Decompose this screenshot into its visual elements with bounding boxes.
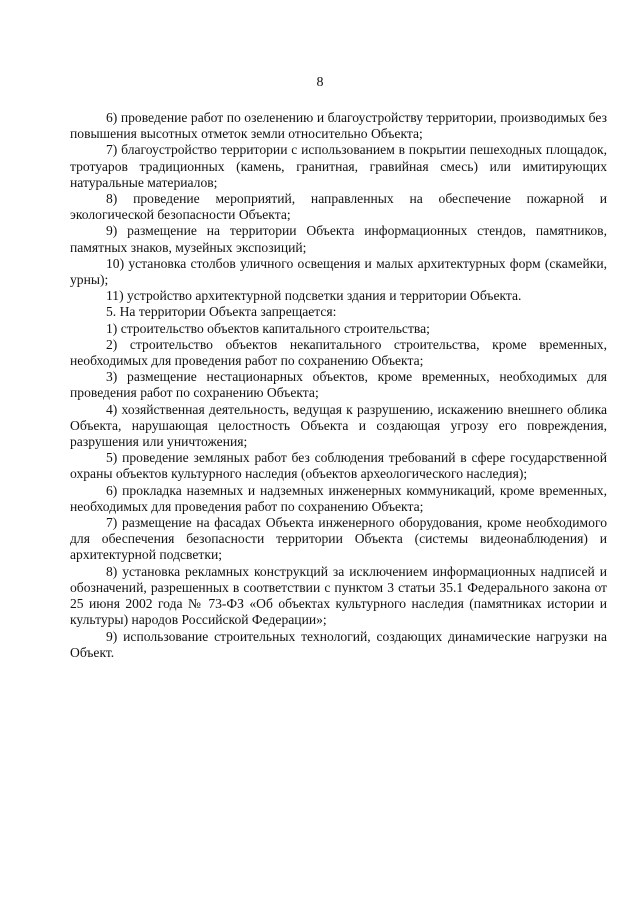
list-item-9-stands: 9) размещение на территории Объекта информационных стендов, памятников, памятных знаков, музейных экспозиций;	[70, 223, 607, 255]
prohibited-item-7: 7) размещение на фасадах Объекта инженерного оборудования, кроме необходимого для обеспечения безопасности территории Объекта (системы видеонаблюдения) и архитектурной подсветки;	[70, 515, 607, 563]
list-item-6-landscaping: 6) проведение работ по озеленению и благоустройству территории, производимых без повышения высотных отметок земли относительно Объекта;	[70, 110, 607, 142]
prohibited-item-6: 6) прокладка наземных и надземных инженерных коммуникаций, кроме временных, необходимых для проведения работ по сохранению Объекта;	[70, 482, 607, 514]
page-number: 8	[316, 75, 324, 90]
prohibited-item-5: 5) проведение земляных работ без соблюдения требований в сфере государственной охраны объектов культурного наследия (объектов археологического наследия);	[70, 450, 607, 482]
list-item-8-safety: 8) проведение мероприятий, направленных на обеспечение пожарной и экологической безопасности Объекта;	[70, 191, 607, 223]
document-body	[70, 110, 607, 661]
prohibited-item-8: 8) установка рекламных конструкций за исключением информационных надписей и обозначений, разрешенных в соответствии с пунктом 3 статьи 35.1 Федерального закона от 25 июня 2002 года № 73-ФЗ «Об объектах культурного наследия (памятниках истории и культуры) народов Российской Федерации»;	[70, 563, 607, 628]
prohibited-item-3: 3) размещение нестационарных объектов, кроме временных, необходимых для проведения работ по сохранению Объекта;	[70, 369, 607, 401]
prohibited-item-9: 9) использование строительных технологий, создающих динамические нагрузки на Объект.	[70, 628, 607, 660]
prohibited-item-4: 4) хозяйственная деятельность, ведущая к разрушению, искажению внешнего облика Объекта, нарушающая целостность Объекта и создающая угрозу его повреждения, разрушения или уничтожения;	[70, 401, 607, 450]
section-heading-prohibited: 5. На территории Объекта запрещается:	[106, 304, 337, 320]
list-item-10-lighting: 10) установка столбов уличного освещения и малых архитектурных форм (скамейки, урны);	[70, 255, 607, 288]
list-item-7-paving: 7) благоустройство территории с использованием в покрытии пешеходных площадок, тротуаров традиционных (камень, гранитная, гравийная смесь) или имитирующих натуральные материалов;	[70, 142, 607, 190]
list-item-11-illumination: 11) устройство архитектурной подсветки здания и территории Объекта.	[106, 288, 522, 304]
prohibited-item-1: 1) строительство объектов капитального строительства;	[106, 320, 430, 336]
prohibited-item-2: 2) строительство объектов некапитального строительства, кроме временных, необходимых для проведения работ по сохранению Объекта;	[70, 336, 607, 369]
